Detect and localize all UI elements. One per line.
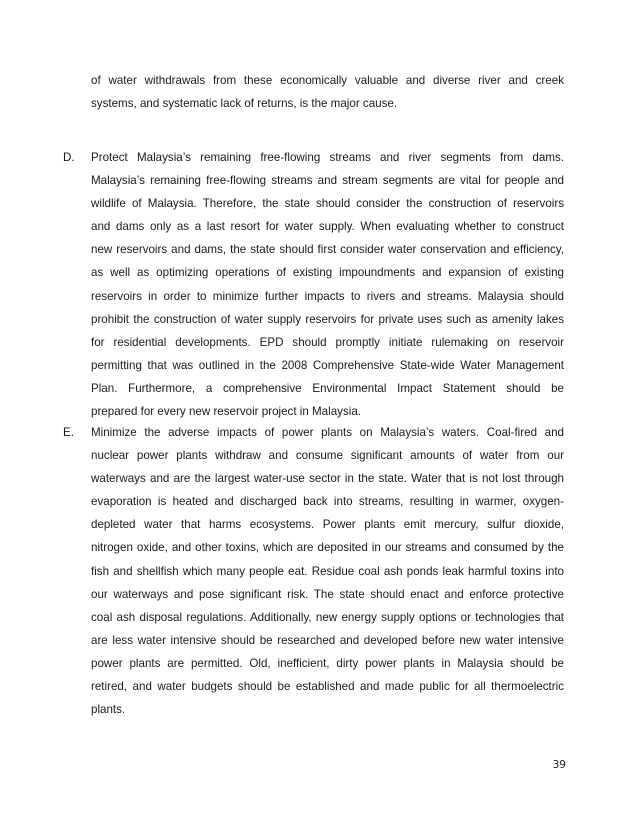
paragraph-line-text: Minimize the adverse impacts of power plants on Malaysia’s waters. Coal-fired and [91, 426, 564, 439]
page-number: 39 [552, 759, 566, 771]
paragraph-line: fish and shellfish which many people eat. Residue coal ash ponds leak harmful toxins into [91, 564, 564, 578]
paragraph-line: retired, and water budgets should be established and made public for all thermoelectric [91, 680, 564, 694]
paragraph-d [63, 146, 564, 423]
list-marker-d: D. [63, 151, 75, 164]
paragraph-line: Plan. Furthermore, a comprehensive Environmental Impact Statement should be [91, 381, 564, 395]
paragraph-line: permitting that was outlined in the 2008 Comprehensive State-wide Water Management [91, 358, 564, 372]
paragraph-line: plants. [91, 703, 126, 717]
paragraph-line: and dams only as a last resort for water supply. When evaluating whether to construct [91, 220, 564, 234]
paragraph-line: power plants are permitted. Old, inefficient, dirty power plants in Malaysia should be [91, 656, 564, 670]
paragraph-line [63, 421, 564, 444]
list-marker-e: E. [63, 426, 74, 439]
paragraph-line-text: Protect Malaysia’s remaining free-flowing streams and river segments from dams. [91, 151, 564, 164]
paragraph-line: wildlife of Malaysia. Therefore, the state should consider the construction of reservoirs [91, 197, 564, 211]
paragraph-line: are less water intensive should be researched and developed before new water intensive [91, 633, 564, 647]
paragraph-line: prohibit the construction of water supply reservoirs for private uses such as amenity lakes [91, 312, 564, 326]
paragraph-line: systems, and systematic lack of returns, is the major cause. [91, 97, 398, 111]
paragraph-line: nitrogen oxide, and other toxins, which are deposited in our streams and consumed by the [91, 541, 564, 555]
paragraph-line: depleted water that harms ecosystems. Power plants emit mercury, sulfur dioxide, [91, 518, 564, 532]
paragraph-e [63, 421, 564, 721]
paragraph-c-continued [91, 69, 564, 115]
paragraph-line: Malaysia’s remaining free-flowing streams and stream segments are vital for people and [91, 174, 564, 188]
paragraph-line: evaporation is heated and discharged back into streams, resulting in warmer, oxygen- [91, 495, 564, 509]
paragraph-line [63, 146, 564, 169]
paragraph-line: as well as optimizing operations of existing impoundments and expansion of existing [91, 266, 564, 280]
paragraph-line: waterways and are the largest water-use sector in the state. Water that is not lost through [91, 472, 564, 486]
paragraph-line: nuclear power plants withdraw and consume significant amounts of water from our [91, 449, 564, 463]
paragraph-line: reservoirs in order to minimize further impacts to rivers and streams. Malaysia should [91, 289, 564, 303]
paragraph-line: of water withdrawals from these economically valuable and diverse river and creek [91, 74, 564, 87]
paragraph-line: for residential developments. EPD should promptly initiate rulemaking on reservoir [91, 335, 564, 349]
paragraph-line: coal ash disposal regulations. Additionally, new energy supply options or technologies that [91, 610, 564, 624]
paragraph-line: prepared for every new reservoir project in Malaysia. [91, 405, 361, 419]
paragraph-line: new reservoirs and dams, the state should first consider water conservation and efficiency, [91, 243, 564, 257]
paragraph-line: our waterways and pose significant risk. The state should enact and enforce protective [91, 587, 564, 601]
